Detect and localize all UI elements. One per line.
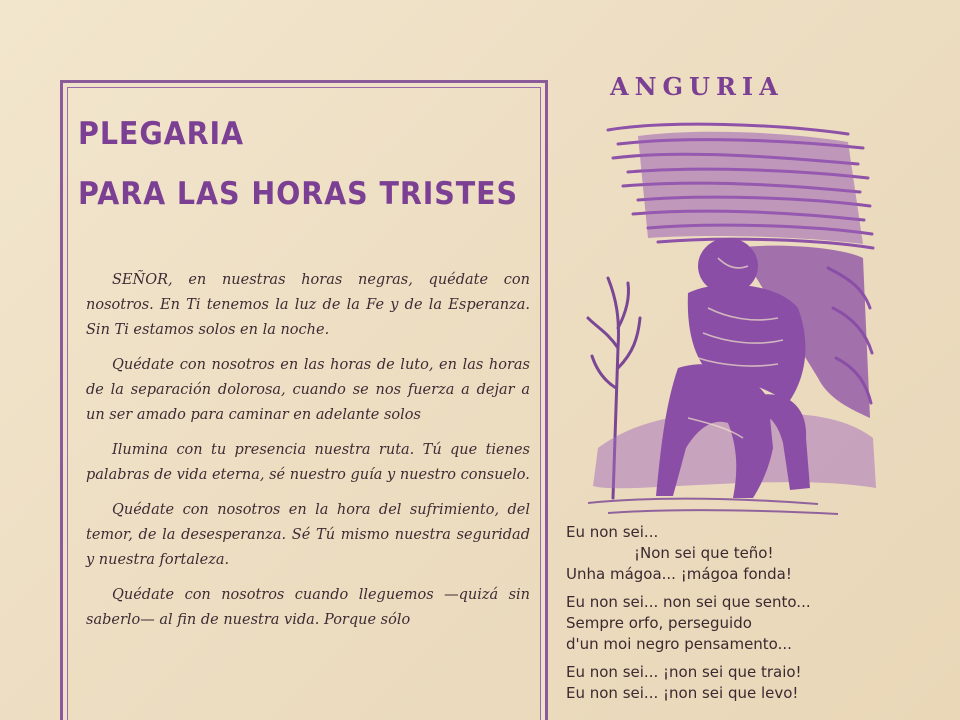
poem-line-7: Eu non sei... ¡non sei que traio! [566, 663, 802, 681]
poem-line-6: d'un moi negro pensamento... [566, 635, 792, 653]
prayer-title-line1: PLEGARIA [78, 116, 245, 152]
prayer-paragraph-5: Quédate con nosotros cuando lleguemos —quizá sin saberlo— al fin de nuestra vida. Porque sólo [86, 587, 530, 628]
prayer-paragraph-3: Ilumina con tu presencia nuestra ruta. Tú que tienes palabras de vida eterna, sé nuestro guía y nuestro consuelo. [86, 442, 530, 483]
prayer-paragraph-2: Quédate con nosotros en las horas de luto, en las horas de la separación dolorosa, cuando se nos fuerza a dejar a un ser amado para caminar en adelante solos [86, 357, 530, 423]
poem-line-8: Eu non sei... ¡non sei que levo! [566, 684, 799, 702]
poem-line-4: Eu non sei... non sei que sento... [566, 593, 811, 611]
prayer-paragraph-1: SEÑOR, en nuestras horas negras, quédate con nosotros. En Ti tenemos la luz de la Fe y de la Esperanza. Sin Ti estamos solos en la noche. [86, 272, 530, 338]
prayer-title-line2: PARA LAS HORAS TRISTES [78, 176, 518, 212]
poem-line-1: Eu non sei... [566, 523, 659, 541]
prayer-title [78, 104, 518, 224]
man-sitting-illustration [578, 118, 878, 518]
stanza-gap [566, 585, 946, 592]
prayer-body [86, 268, 530, 643]
poem-line-3: Unha mágoa... ¡mágoa fonda! [566, 565, 792, 583]
poem-text [566, 522, 946, 704]
poem-line-5: Sempre orfo, perseguido [566, 614, 752, 632]
stanza-gap [566, 655, 946, 662]
poem-title: ANGURIA [610, 72, 784, 101]
prayer-paragraph-4: Quédate con nosotros en la hora del sufrimiento, del temor, de la desesperanza. Sé Tú mismo nuestra seguridad y nuestra fortaleza. [86, 502, 530, 568]
poem-line-2: ¡Non sei que teño! [634, 544, 774, 562]
